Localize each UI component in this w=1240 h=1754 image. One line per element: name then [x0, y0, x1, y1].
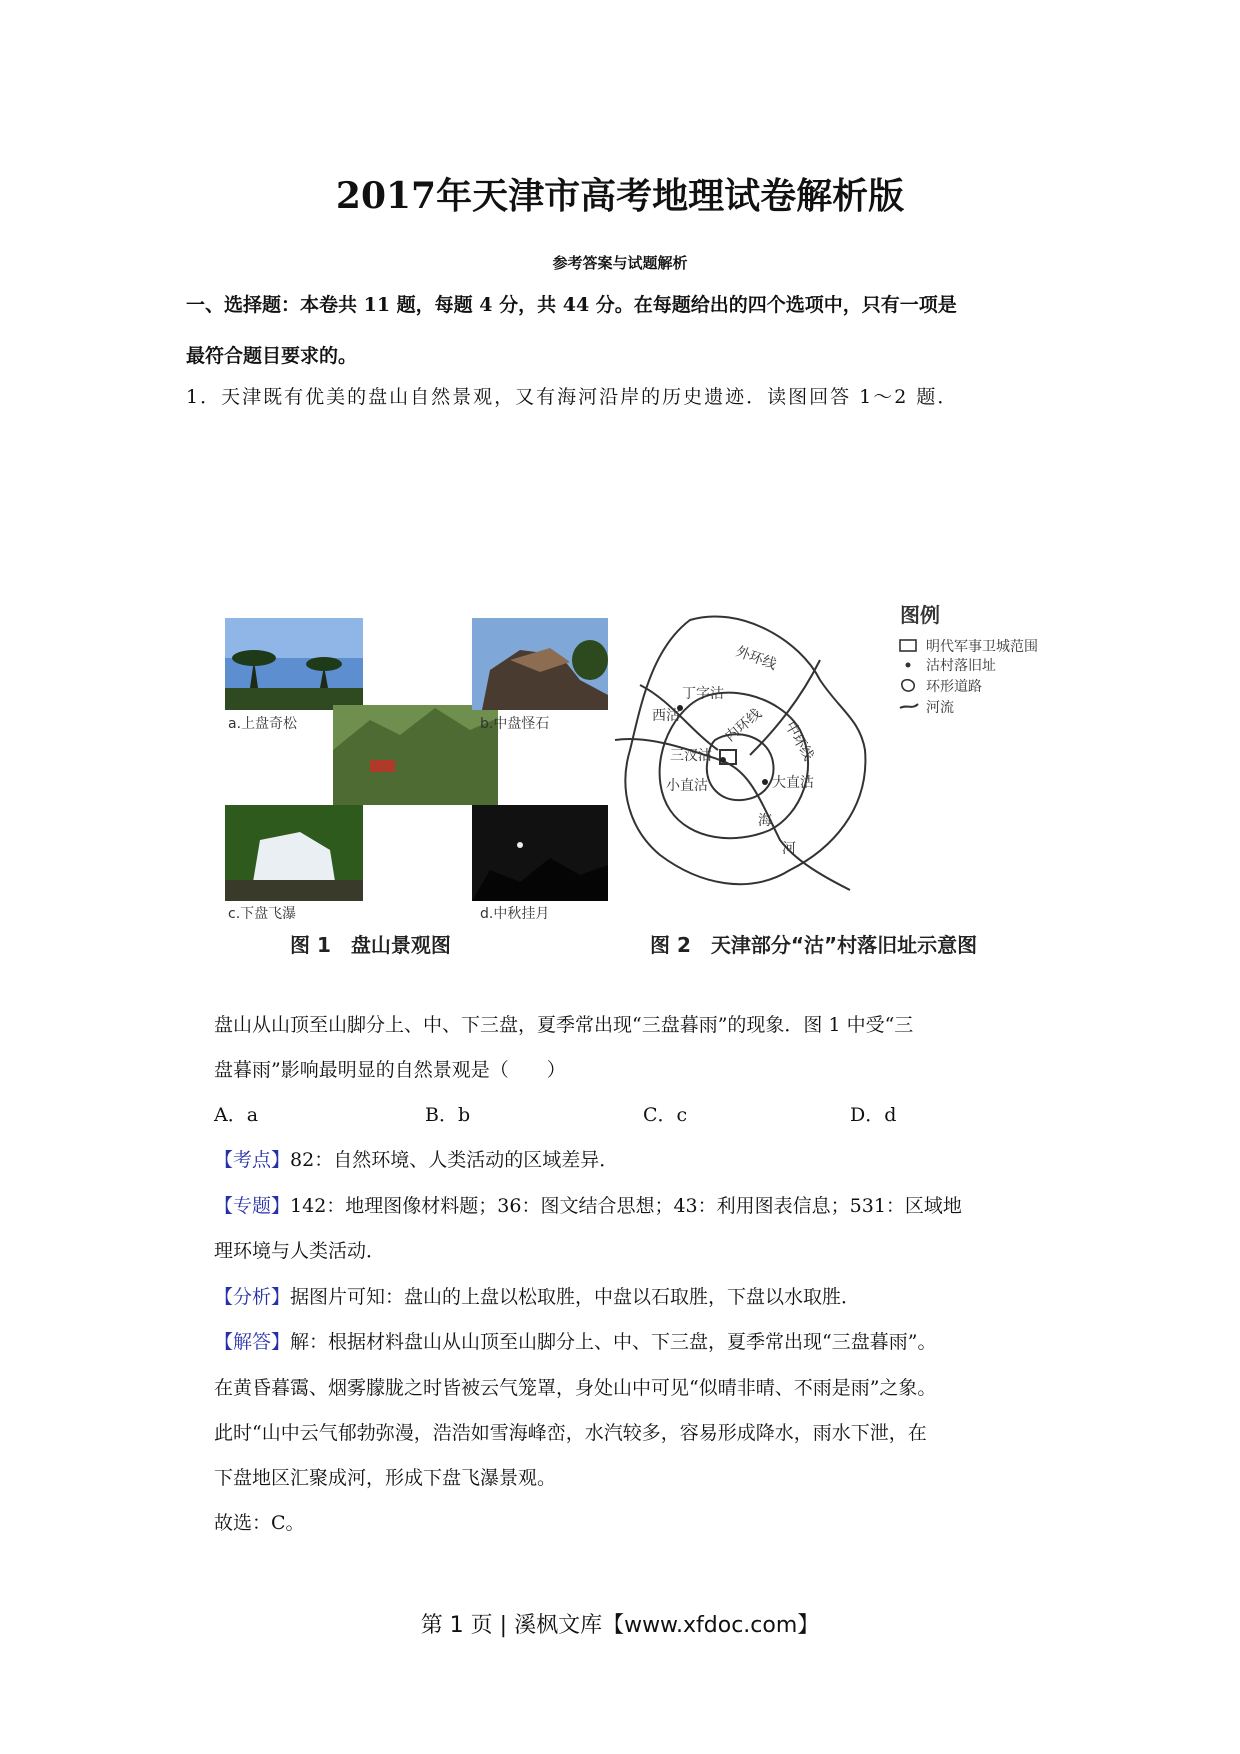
- photo-d-moon: [472, 805, 608, 901]
- photo-d-label: d.中秋挂月: [480, 906, 550, 922]
- question-1: 1．天津既有优美的盘山自然景观，又有海河沿岸的历史遗迹．读图回答 1～2 题．: [186, 386, 959, 408]
- zhuanti-line1: [214, 1191, 962, 1218]
- page-title: 2017年天津市高考地理试卷解析版: [335, 175, 905, 217]
- page-footer: 第 1 页 | 溪枫文库【www.xfdoc.com】: [420, 1613, 820, 1638]
- jieda-tag: 【解答】: [214, 1331, 291, 1353]
- map-legend: [900, 603, 1038, 716]
- section-heading-line1: 一、选择题：本卷共 11 题，每题 4 分，共 44 分。在每题给出的四个选项中，只有一项是: [186, 294, 957, 316]
- inner-ring-road: [707, 734, 774, 800]
- photo-b-label: b.中盘怪石: [480, 716, 550, 732]
- figure: [220, 600, 1070, 970]
- legend-title: 图例: [900, 603, 940, 627]
- stem-line1: 盘山从山顶至山脚分上、中、下三盘，夏季常出现“三盘暮雨”的现象．图 1 中受“三: [214, 1014, 914, 1036]
- label-dingzigu: 丁字沽: [682, 686, 724, 702]
- label-dazhigu: 大直沽: [772, 775, 814, 791]
- photo-a-label: a.上盘奇松: [228, 716, 298, 732]
- river-1: [615, 739, 850, 890]
- option-b: B．b: [425, 1104, 471, 1126]
- kaodian-tag: 【考点】: [214, 1149, 291, 1171]
- kaodian-line: [214, 1145, 618, 1172]
- fenxi-text: 据图片可知：盘山的上盘以松取胜，中盘以石取胜，下盘以水取胜．: [290, 1286, 861, 1308]
- kaodian-text: 82：自然环境、人类活动的区域差异．: [290, 1149, 619, 1171]
- figure1-caption: 图 1 盘山景观图: [290, 933, 451, 957]
- photo-c-label: c.下盘飞瀑: [228, 906, 297, 922]
- label-hai: 海: [758, 813, 772, 829]
- option-c: C．c: [643, 1104, 688, 1126]
- label-sanchakougu: 三汊沽: [670, 748, 712, 764]
- label-outer-ring: 外环线: [733, 643, 779, 674]
- figure1-photos: [225, 618, 608, 922]
- jieda-text1: 解：根据材料盘山从山顶至山脚分上、中、下三盘，夏季常出现“三盘暮雨”。: [290, 1331, 937, 1353]
- legend-item-city: 明代军事卫城范围: [926, 639, 1038, 655]
- zhuanti-text1: 142：地理图像材料题；36：图文结合思想；43：利用图表信息；531：区域地: [290, 1195, 962, 1217]
- option-a: A．a: [214, 1104, 259, 1126]
- jieda-line2: 在黄昏暮霭、烟雾朦胧之时皆被云气笼罩，身处山中可见“似晴非晴、不雨是雨”之象。: [214, 1377, 937, 1399]
- legend-item-river: 河流: [926, 700, 954, 716]
- photo-a-pine: [225, 618, 363, 710]
- label-xiaozhigu: 小直沽: [666, 778, 708, 794]
- stem-line2: 盘暮雨”影响最明显的自然景观是（ ）: [214, 1059, 566, 1081]
- label-xigu: 西沽: [652, 708, 680, 724]
- section-heading-line2: 最符合题目要求的。: [186, 345, 358, 367]
- photo-center-mountain: [333, 705, 498, 805]
- figure2-caption: 图 2 天津部分“沽”村落旧址示意图: [650, 933, 978, 957]
- zhuanti-tag: 【专题】: [214, 1195, 291, 1217]
- fenxi-line: [214, 1282, 860, 1309]
- photo-b-rock: [472, 618, 608, 710]
- jieda-line1: [214, 1327, 936, 1354]
- legend-item-village: 沽村落旧址: [926, 658, 996, 674]
- label-middle-ring: 中环线: [781, 719, 817, 764]
- answer-line: 故选：C。: [214, 1512, 305, 1534]
- label-inner-ring: 内环线: [722, 705, 765, 746]
- zhuanti-line2: 理环境与人类活动．: [214, 1240, 386, 1262]
- jieda-line4: 下盘地区汇聚成河，形成下盘飞瀑景观。: [214, 1467, 557, 1489]
- jieda-line3: 此时“山中云气郁勃弥漫，浩浩如雪海峰峦，水汽较多，容易形成降水，雨水下泄，在: [214, 1422, 927, 1444]
- page-subtitle: 参考答案与试题解析: [552, 254, 688, 272]
- photo-c-waterfall: [225, 805, 363, 901]
- legend-item-ring-road: 环形道路: [926, 679, 982, 695]
- fenxi-tag: 【分析】: [214, 1286, 291, 1308]
- option-d: D．d: [850, 1104, 897, 1126]
- label-he: 河: [782, 841, 796, 857]
